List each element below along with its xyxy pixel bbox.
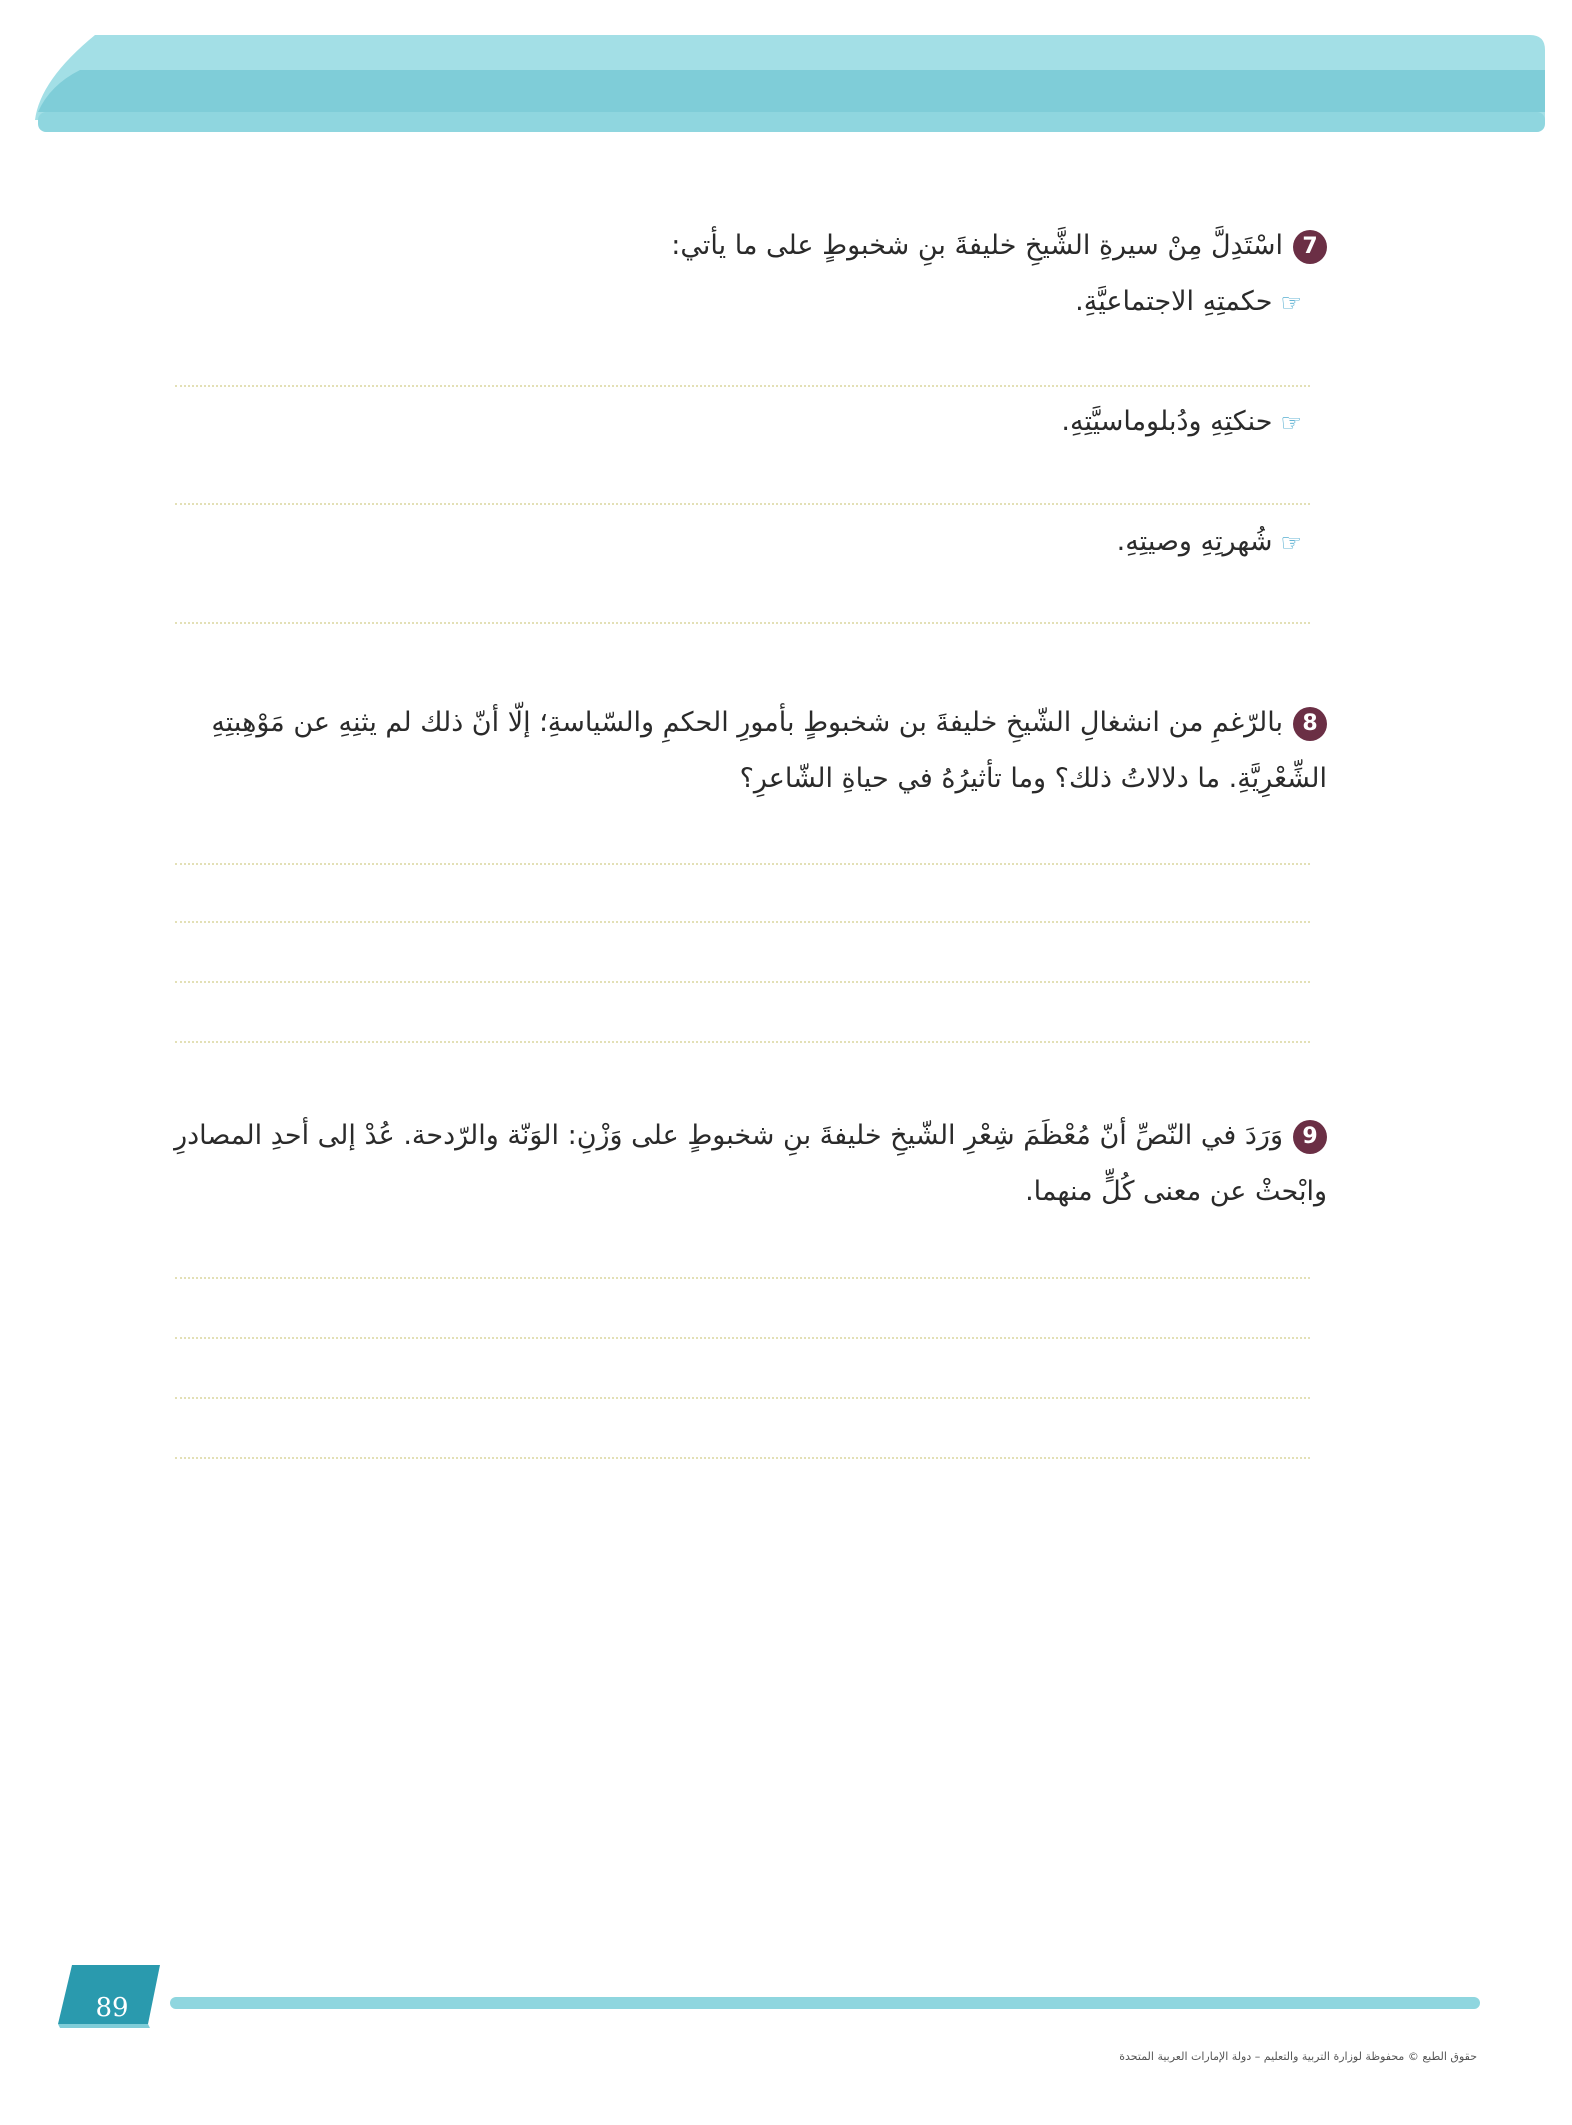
question-7-item-3 [402,522,1302,563]
question-8 [147,695,1327,807]
copyright-notice: حقوق الطبع © محفوظة لوزارة التربية والتعليم – دولة الإمارات العربية المتحدة [1119,2050,1477,2063]
answer-line[interactable] [175,1337,1310,1339]
question-9 [147,1108,1327,1220]
footer-band [0,1960,1572,2030]
answer-line[interactable] [175,921,1310,923]
question-prompt-line-2: الشِّعْرِيَّةِ. ما دلالاتُ ذلك؟ وما تأثيرُهُ في حياةِ الشّاعرِ؟ [739,763,1327,794]
question-number-badge: 7 [1293,230,1327,264]
question-prompt-line-1: بالرّغمِ من انشغالِ الشّيخِ خليفةَ بن شخبوطٍ بأمورِ الحكمِ والسّياسةِ؛ إلّا أنّ ذلك لم يثنِهِ عن مَوْهِبتِهِ [211,707,1283,738]
question-number-badge: 8 [1293,707,1327,741]
answer-line[interactable] [175,1041,1310,1043]
question-7-item-1 [402,282,1302,323]
item-label: شُهرتِهِ وصيتِهِ. [1116,526,1273,557]
answer-line[interactable] [175,385,1310,387]
question-7 [227,218,1327,274]
item-label: حنكتِهِ ودُبلوماسيَّتِهِ. [1061,406,1273,437]
page-number: 89 [95,1993,129,2023]
pointing-hand-icon: ☞ [1280,288,1302,317]
pointing-hand-icon: ☞ [1280,528,1302,557]
item-label: حكمتِهِ الاجتماعيَّةِ. [1075,286,1273,317]
answer-line[interactable] [175,1277,1310,1279]
question-prompt-line-2: وابْحثْ عن معنى كُلٍّ منهما. [1025,1176,1327,1207]
question-prompt: اسْتَدِلَّ مِنْ سيرةِ الشَّيخِ خليفةَ بنِ شخبوطٍ على ما يأتي: [671,230,1283,261]
answer-line[interactable] [175,503,1310,505]
question-prompt-line-1: وَرَدَ في النّصِّ أنّ مُعْظَمَ شِعْرِ الشّيخِ خليفةَ بنِ شخبوطٍ على وَزْنِ: الوَنّة والرّدحة. عُدْ إلى أحدِ المصادرِ [174,1120,1283,1151]
answer-line[interactable] [175,981,1310,983]
header-band [0,0,1572,150]
question-number-badge: 9 [1293,1120,1327,1154]
question-7-item-2 [402,402,1302,443]
answer-line[interactable] [175,622,1310,624]
answer-line[interactable] [175,1397,1310,1399]
pointing-hand-icon: ☞ [1280,408,1302,437]
answer-line[interactable] [175,1457,1310,1459]
answer-line[interactable] [175,863,1310,865]
